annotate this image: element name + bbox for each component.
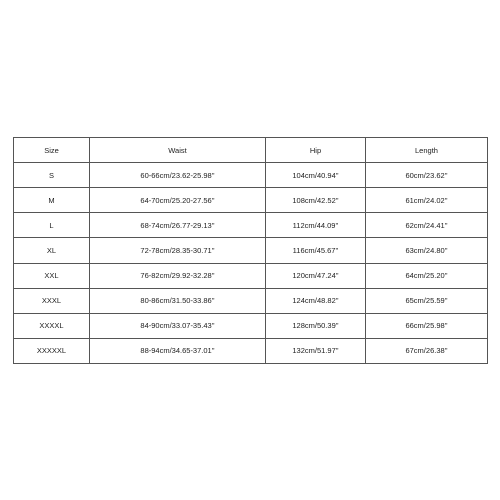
- cell-size: L: [14, 213, 90, 238]
- table-row: [14, 313, 488, 338]
- table-row: [14, 188, 488, 213]
- cell-hip: 104cm/40.94'': [266, 163, 366, 188]
- table-row: [14, 163, 488, 188]
- table-header-row: [14, 138, 488, 163]
- cell-waist: 76-82cm/29.92-32.28'': [90, 263, 266, 288]
- header-hip: Hip: [266, 138, 366, 163]
- cell-hip: 120cm/47.24'': [266, 263, 366, 288]
- cell-waist: 64-70cm/25.20-27.56'': [90, 188, 266, 213]
- cell-length: 61cm/24.02'': [366, 188, 488, 213]
- cell-length: 64cm/25.20'': [366, 263, 488, 288]
- cell-waist: 80-86cm/31.50-33.86'': [90, 288, 266, 313]
- table-row: [14, 263, 488, 288]
- cell-hip: 116cm/45.67'': [266, 238, 366, 263]
- table-row: [14, 288, 488, 313]
- cell-size: XL: [14, 238, 90, 263]
- cell-length: 66cm/25.98'': [366, 313, 488, 338]
- cell-hip: 108cm/42.52'': [266, 188, 366, 213]
- cell-size: XXL: [14, 263, 90, 288]
- cell-length: 65cm/25.59'': [366, 288, 488, 313]
- cell-waist: 72-78cm/28.35-30.71'': [90, 238, 266, 263]
- cell-waist: 60-66cm/23.62-25.98'': [90, 163, 266, 188]
- cell-waist: 88-94cm/34.65-37.01'': [90, 338, 266, 363]
- cell-waist: 84-90cm/33.07-35.43'': [90, 313, 266, 338]
- header-size: Size: [14, 138, 90, 163]
- cell-length: 67cm/26.38'': [366, 338, 488, 363]
- cell-hip: 112cm/44.09'': [266, 213, 366, 238]
- table-row: [14, 238, 488, 263]
- cell-hip: 132cm/51.97'': [266, 338, 366, 363]
- header-waist: Waist: [90, 138, 266, 163]
- cell-size: XXXL: [14, 288, 90, 313]
- cell-length: 60cm/23.62'': [366, 163, 488, 188]
- cell-length: 63cm/24.80'': [366, 238, 488, 263]
- cell-size: M: [14, 188, 90, 213]
- table-row: [14, 338, 488, 363]
- cell-length: 62cm/24.41'': [366, 213, 488, 238]
- cell-size: XXXXXL: [14, 338, 90, 363]
- cell-size: XXXXL: [14, 313, 90, 338]
- cell-hip: 128cm/50.39'': [266, 313, 366, 338]
- cell-hip: 124cm/48.82'': [266, 288, 366, 313]
- table-row: [14, 213, 488, 238]
- cell-waist: 68-74cm/26.77-29.13'': [90, 213, 266, 238]
- cell-size: S: [14, 163, 90, 188]
- size-chart-table: [13, 137, 488, 364]
- header-length: Length: [366, 138, 488, 163]
